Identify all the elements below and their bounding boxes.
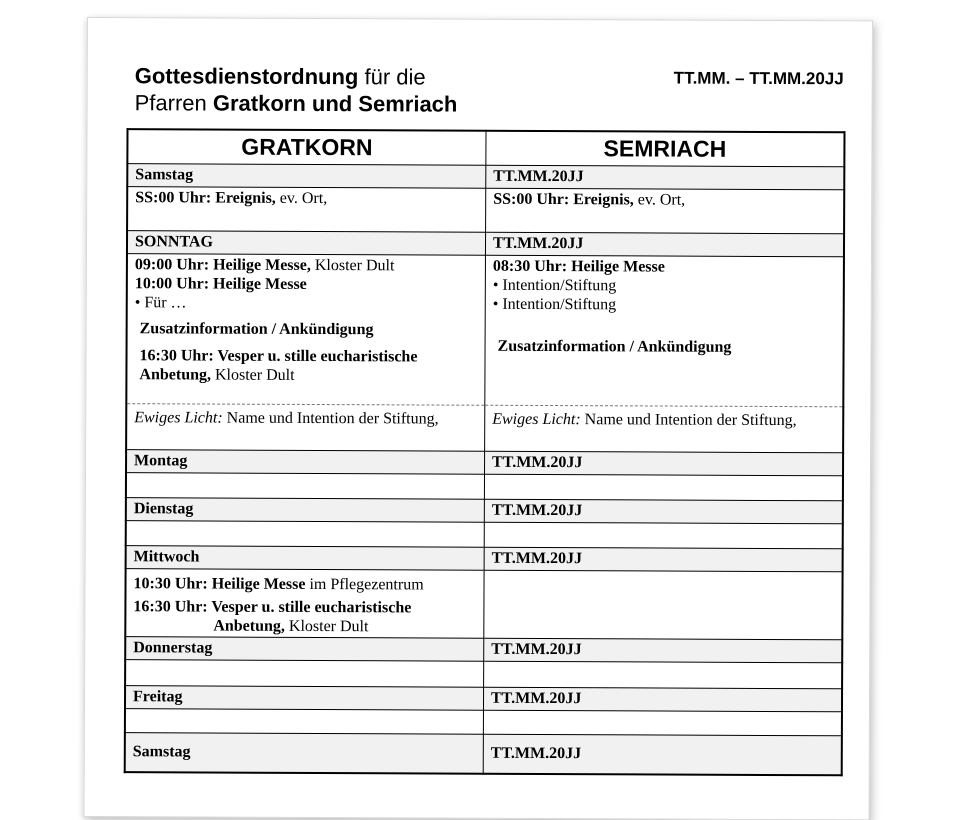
content-row-sunday xyxy=(126,253,844,406)
intention-line-1: • Intention/Stiftung xyxy=(492,276,617,294)
zusatzinfo-line xyxy=(498,336,836,356)
semriach-ewiges-cell xyxy=(485,405,844,453)
gratkorn-wednesday-cell xyxy=(125,568,484,638)
day-row-saturday-2 xyxy=(125,732,842,775)
ewiges-licht-text: Name und Intention der Stiftung, xyxy=(222,409,439,428)
empty-row-tuesday xyxy=(126,520,843,548)
day-date: TT.MM.20JJ xyxy=(483,734,842,776)
day-date: TT.MM.20JJ xyxy=(484,547,843,572)
day-label: Mittwoch xyxy=(126,545,485,570)
semriach-empty-cell xyxy=(483,710,842,736)
schedule-table xyxy=(124,128,846,776)
day-label: Samstag xyxy=(125,732,484,774)
ewiges-licht-label: Ewiges Licht: xyxy=(134,408,223,427)
semriach-empty-cell xyxy=(484,474,843,501)
gratkorn-empty-cell xyxy=(125,708,484,734)
column-header-gratkorn: GRATKORN xyxy=(127,129,486,165)
day-date: TT.MM.20JJ xyxy=(484,638,843,663)
title-main-bold: Gottesdienstordnung xyxy=(134,63,359,90)
event-line xyxy=(493,189,836,209)
document-header xyxy=(135,62,844,129)
table-header-row xyxy=(127,129,844,166)
mass-line-1 xyxy=(493,256,836,276)
zusatzinfo-text: Zusatzinformation / Ankündigung xyxy=(139,319,374,338)
title-line-2 xyxy=(135,89,844,119)
semriach-empty-cell xyxy=(484,522,843,549)
day-label: Samstag xyxy=(127,163,486,188)
gratkorn-sunday-cell xyxy=(126,253,485,405)
mass-place: im Pflegezentrum xyxy=(305,575,424,593)
ewiges-licht-text: Name und Intention der Stiftung, xyxy=(580,410,797,429)
column-header-semriach: SEMRIACH xyxy=(486,131,845,167)
empty-row-thursday xyxy=(125,659,842,688)
day-row-tuesday xyxy=(126,497,843,523)
day-date: TT.MM.20JJ xyxy=(485,451,844,476)
mass-time: 08:30 Uhr: Heilige Messe xyxy=(492,257,665,276)
day-row-thursday xyxy=(125,636,842,662)
title-main-regular: für die xyxy=(358,64,426,90)
day-date: TT.MM.20JJ xyxy=(485,232,844,257)
mass-place: Kloster Dult xyxy=(310,256,395,274)
event-time: SS:00 Uhr: Ereignis, xyxy=(135,188,276,207)
day-label: Freitag xyxy=(125,685,484,710)
day-date: TT.MM.20JJ xyxy=(483,687,842,712)
gratkorn-saturday-cell xyxy=(127,186,486,232)
empty-row-monday xyxy=(126,472,843,500)
gratkorn-ewiges-cell xyxy=(126,403,485,451)
semriach-wednesday-cell xyxy=(484,570,843,640)
vesper-continued: Anbetung, xyxy=(213,617,285,635)
semriach-saturday-cell xyxy=(486,188,845,234)
day-date: TT.MM.20JJ xyxy=(486,165,845,190)
day-date: TT.MM.20JJ xyxy=(484,499,843,524)
intention-line: • Für … xyxy=(134,293,187,311)
event-line xyxy=(135,188,478,208)
vesper-place: Kloster Dult xyxy=(210,366,295,384)
content-row-saturday-1 xyxy=(127,186,844,233)
day-label: Dienstag xyxy=(126,497,485,522)
ewiges-licht-row xyxy=(126,403,843,452)
zusatzinfo-text: Zusatzinformation / Ankündigung xyxy=(497,337,732,356)
mass-time: 09:00 Uhr: Heilige Messe, xyxy=(134,255,311,274)
content-row-wednesday xyxy=(125,568,842,639)
day-label: Donnerstag xyxy=(125,636,484,661)
day-row-friday xyxy=(125,685,842,711)
event-time: SS:00 Uhr: Ereignis, xyxy=(493,190,634,208)
gratkorn-empty-cell xyxy=(125,659,484,687)
vesper-time: 16:30 Uhr: Vesper u. stille eucharistische Anbetung, xyxy=(139,346,418,384)
vesper-line xyxy=(133,597,476,617)
semriach-sunday-cell xyxy=(485,255,844,407)
event-detail: ev. Ort, xyxy=(275,189,328,207)
day-row-wednesday xyxy=(126,545,843,571)
day-row-saturday-1 xyxy=(127,163,844,189)
mass-time: 10:30 Uhr: Heilige Messe xyxy=(133,574,306,593)
day-label: SONNTAG xyxy=(127,230,486,255)
mass-line xyxy=(133,574,476,594)
vesper-line xyxy=(139,346,477,385)
title-sub-bold: Gratkorn und Semriach xyxy=(212,90,458,117)
vesper-line-2 xyxy=(213,616,476,636)
title-sub-regular: Pfarren xyxy=(134,90,213,116)
vesper-time: 16:30 Uhr: Vesper u. stille eucharistische xyxy=(133,597,412,616)
day-row-sunday xyxy=(127,230,844,256)
day-label: Montag xyxy=(126,449,485,474)
empty-row-friday xyxy=(125,708,842,735)
mass-time: 10:00 Uhr: Heilige Messe xyxy=(134,274,307,293)
zusatzinfo-line xyxy=(140,319,478,339)
ewiges-licht-label: Ewiges Licht: xyxy=(492,410,581,428)
gratkorn-empty-cell xyxy=(126,472,485,499)
gratkorn-empty-cell xyxy=(126,520,485,547)
vesper-place: Kloster Dult xyxy=(284,617,369,635)
date-range: TT.MM. – TT.MM.20JJ xyxy=(673,68,844,89)
event-detail: ev. Ort, xyxy=(633,190,686,209)
intention-line-2: • Intention/Stiftung xyxy=(492,295,617,313)
document-page xyxy=(84,17,873,820)
mass-line-1 xyxy=(135,255,478,275)
mass-line-2 xyxy=(135,274,478,294)
semriach-empty-cell xyxy=(484,661,843,689)
day-row-monday xyxy=(126,449,843,475)
